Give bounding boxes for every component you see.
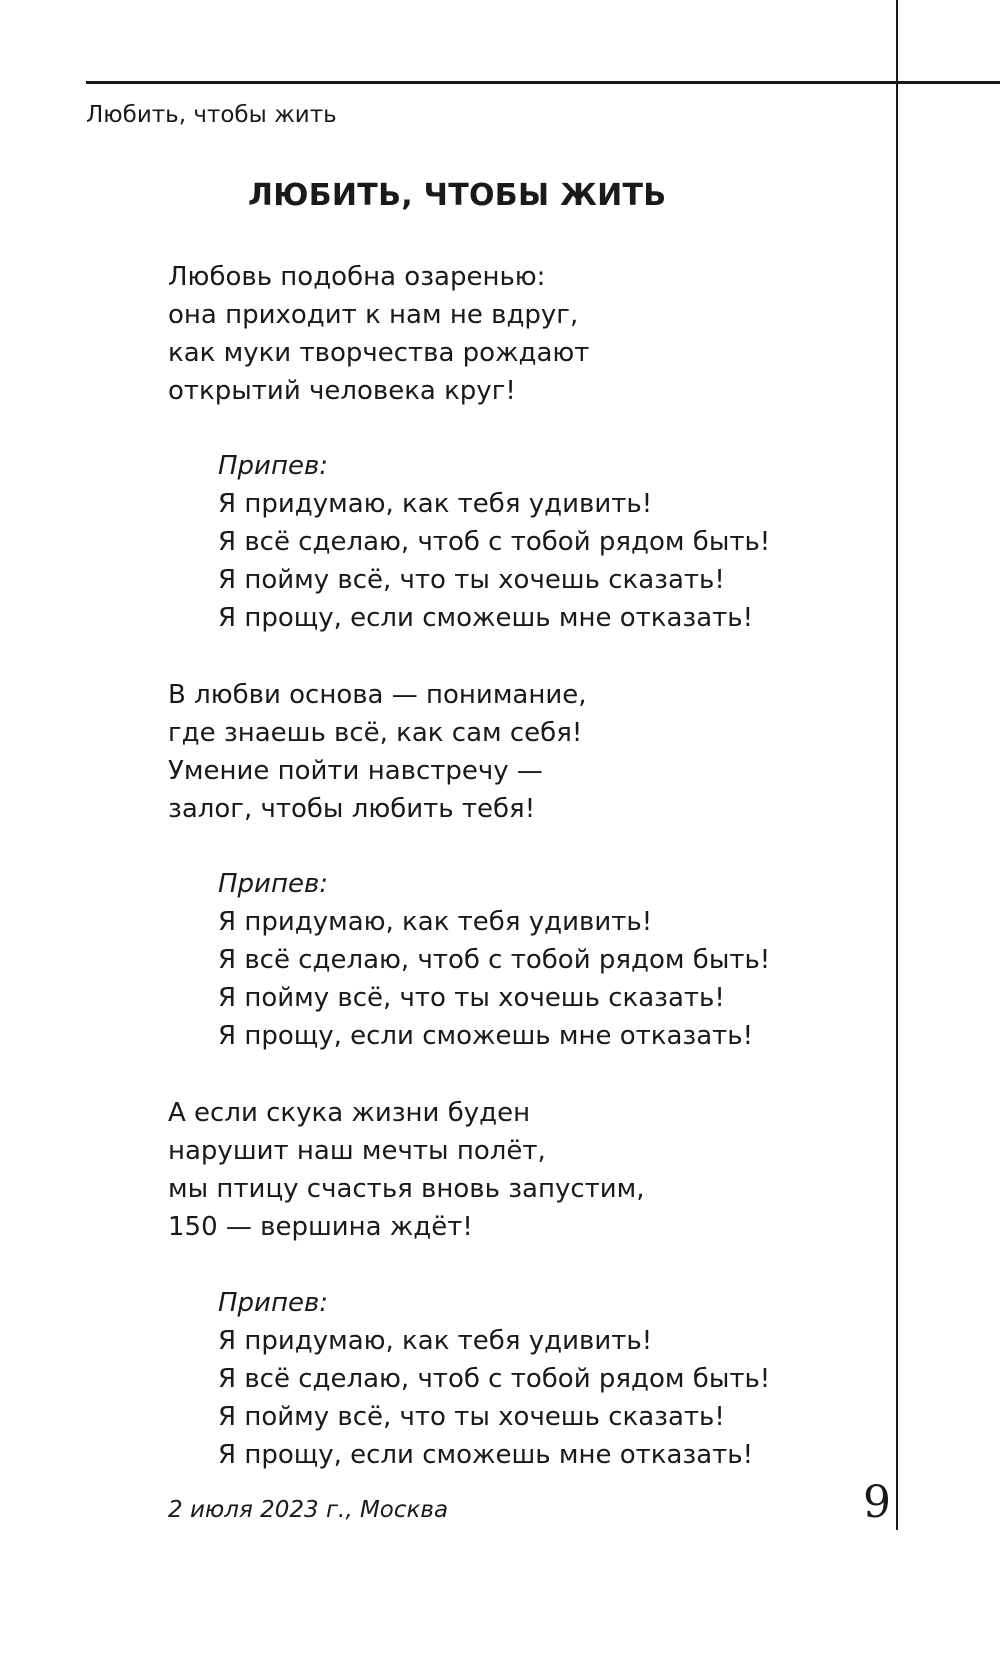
verse-line: 150 — вершина ждёт!	[168, 1212, 473, 1242]
verse-2	[168, 676, 587, 828]
verse-line: А если скука жизни буден	[168, 1098, 531, 1128]
verse-line: Умение пойти навстречу —	[168, 756, 543, 786]
verse-line: Любовь подобна озаренью:	[168, 262, 546, 292]
chorus-label: Припев:	[218, 1288, 329, 1318]
verse-line: мы птицу счастья вновь запустим,	[168, 1174, 645, 1204]
chorus-line: Я прощу, если сможешь мне отказать!	[218, 1440, 754, 1470]
chorus-2	[218, 865, 770, 1055]
chorus-3	[218, 1284, 770, 1474]
chorus-line: Я пойму всё, что ты хочешь сказать!	[218, 1402, 725, 1432]
chorus-label: Припев:	[218, 869, 329, 899]
chorus-line: Я придумаю, как тебя удивить!	[218, 1326, 653, 1356]
date-place: 2 июля 2023 г., Москва	[168, 1497, 449, 1523]
header-rule	[86, 81, 1000, 84]
chorus-label: Припев:	[218, 451, 329, 481]
chorus-line: Я прощу, если сможешь мне отказать!	[218, 1021, 754, 1051]
chorus-1	[218, 447, 770, 637]
verse-line: В любви основа — понимание,	[168, 680, 587, 710]
chorus-line: Я пойму всё, что ты хочешь сказать!	[218, 983, 725, 1013]
verse-line: нарушит наш мечты полёт,	[168, 1136, 546, 1166]
verse-1	[168, 258, 589, 410]
chorus-line: Я пойму всё, что ты хочешь сказать!	[218, 565, 725, 595]
running-head: Любить, чтобы жить	[86, 102, 337, 128]
chorus-line: Я всё сделаю, чтоб с тобой рядом быть!	[218, 945, 771, 975]
chorus-line: Я придумаю, как тебя удивить!	[218, 907, 653, 937]
poem-title: ЛЮБИТЬ, ЧТОБЫ ЖИТЬ	[248, 178, 667, 213]
chorus-line: Я всё сделаю, чтоб с тобой рядом быть!	[218, 1364, 771, 1394]
chorus-line: Я придумаю, как тебя удивить!	[218, 489, 653, 519]
page-number: 9	[863, 1477, 891, 1528]
verse-line: как муки творчества рождают	[168, 338, 590, 368]
verse-line: она приходит к нам не вдруг,	[168, 300, 579, 330]
verse-line: где знаешь всё, как сам себя!	[168, 718, 583, 748]
verse-line: открытий человека круг!	[168, 376, 516, 406]
chorus-line: Я всё сделаю, чтоб с тобой рядом быть!	[218, 527, 771, 557]
verse-3	[168, 1094, 645, 1246]
margin-rule	[896, 0, 898, 1530]
verse-line: залог, чтобы любить тебя!	[168, 794, 536, 824]
chorus-line: Я прощу, если сможешь мне отказать!	[218, 603, 754, 633]
